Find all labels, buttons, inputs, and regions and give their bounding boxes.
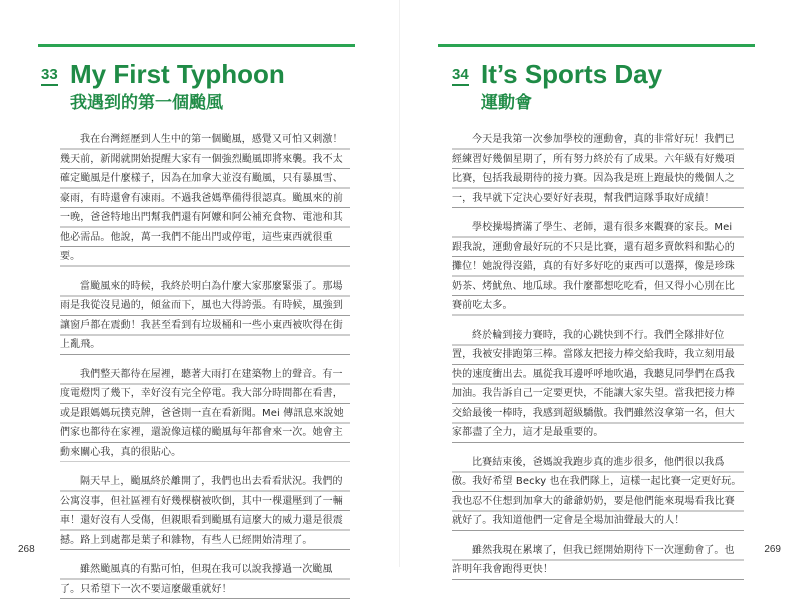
- paragraph: 當颱風來的時候，我終於明白為什麼大家那麼緊張了。那場雨是我從沒見過的，傾盆而下，風也大得誇張。有時候，風強到讓窗戶都在震動！我甚至看到有垃圾桶和一些小東西被吹得在街上亂飛。: [60, 277, 350, 355]
- paragraph: 今天是我第一次參加學校的運動會，真的非常好玩！我們已經練習好幾個星期了，所有努力終於有了成果。六年級有好幾項比賽，包括我最期待的接力賽。因為我是班上跑最快的幾個人之一，我早就下定決心要好好表現，幫我們這隊爭取好成績！: [452, 130, 744, 208]
- paragraph: 隔天早上，颱風終於離開了，我們也出去看看狀況。我們的公寓沒事，但社區裡有好幾棵樹被吹倒，其中一棵還壓到了一輛車！還好沒有人受傷，但親眼看到颱風有這麼大的威力還是很震撼。路上到處都是葉子和雜物，有些人已經開始清理了。: [60, 472, 350, 550]
- lesson-number: 33: [41, 67, 58, 86]
- lesson-title-chinese: 運動會: [481, 93, 532, 113]
- header-rule: [38, 44, 355, 47]
- right-page: [400, 0, 799, 575]
- lesson-title-english: It’s Sports Day: [481, 59, 663, 89]
- lesson-title-chinese: 我遇到的第一個颱風: [70, 93, 223, 113]
- lesson-body: [452, 130, 744, 590]
- lesson-number: 34: [452, 67, 469, 86]
- paragraph: 學校操場擠滿了學生、老師，還有很多來觀賽的家長。Mei 跟我說，運動會最好玩的不只是比賽，還有超多賣飲料和點心的攤位！她說得沒錯，真的有好多好吃的東西可以選擇，像是珍珠奶茶、烤魷魚、地瓜球。我什麼都想吃吃看，但又得小心別在比賽前吃太多。: [452, 218, 744, 316]
- left-page: [0, 0, 399, 595]
- page-number: 269: [764, 544, 781, 555]
- paragraph: 雖然我現在累壞了，但我已經開始期待下一次運動會了。也許明年我會跑得更快！: [452, 541, 744, 580]
- lesson-body: [60, 130, 350, 609]
- paragraph: 終於輪到接力賽時，我的心跳快到不行。我們全隊排好位置，我被安排跑第三棒。當隊友把接力棒交給我時，我立刻用最快的速度衝出去。風從我耳邊呼呼地吹過，我聽見同學們在爲我加油。我告訴自己一定要更快，不能讓大家失望。當我把接力棒交給最後一棒時，我感到超級驕傲。我們雖然沒拿第一名，但大家都盡了全力，這才是最重要的。: [452, 326, 744, 443]
- paragraph: 我在台灣經歷到人生中的第一個颱風，感覺又可怕又刺激！幾天前，新聞就開始提醒大家有一個強烈颱風即將來襲。我不太確定颱風是什麼樣子，因為在加拿大並沒有颱風，只有暴風雪、豪雨，有時還會有凍雨。不過我爸媽準備得很認真。颱風來的前一晚，爸爸特地出門幫我們還有阿嬤和阿公補充食物、電池和其他必需品。他說，萬一我們不能出門或停電，這些東西就很重要。: [60, 130, 350, 267]
- header-rule: [438, 44, 755, 47]
- page-number: 268: [18, 544, 35, 555]
- paragraph: 我們整天都待在屋裡，聽著大雨打在建築物上的聲音。有一度電燈閃了幾下，幸好沒有完全停電。我大部分時間都在看書，或是跟媽媽玩撲克牌，爸爸則一直在看新聞。Mei 傳訊息來說她們家也都待在家裡，還說像這樣的颱風每年都會來一次。她會主動來關心我，真的很貼心。: [60, 365, 350, 463]
- lesson-title-english: My First Typhoon: [70, 59, 285, 89]
- paragraph: 雖然颱風真的有點可怕，但現在我可以說我撐過一次颱風了。只希望下一次不要這麼嚴重就好！: [60, 560, 350, 599]
- paragraph: 比賽結束後，爸媽說我跑步真的進步很多，他們很以我爲傲。我好希望 Becky 也在我們隊上，這樣一起比賽一定更好玩。我也忍不住想到加拿大的爺爺奶奶，要是他們能來現場看我比賽就好了。我知道他們一定會是全場加油聲最大的人！: [452, 453, 744, 531]
